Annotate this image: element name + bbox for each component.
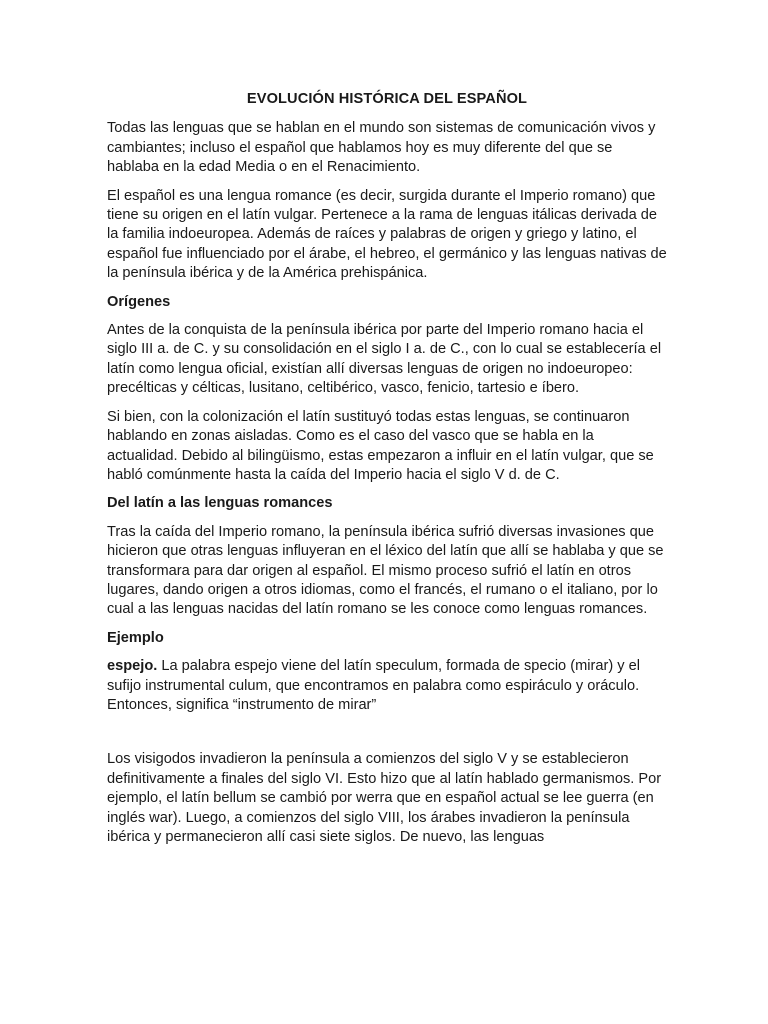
document-page	[107, 90, 667, 856]
origin-paragraph: El español es una lengua romance (es decir, surgida durante el Imperio romano) que tiene su origen en el latín vulgar. Pertenece a la rama de lenguas itálicas derivada de la familia indoeuropea. Además de raíces y palabras de origen y griego y latino, el español fue influenciado por el árabe, el hebreo, el germánico y las lenguas nativas de la península ibérica y de la América prehispánica.	[107, 187, 667, 282]
origenes-paragraph-1: Antes de la conquista de la península ibérica por parte del Imperio romano hacia el siglo III a. de C. y su consolidación en el siglo I a. de C., con lo cual se establecería el latín como lengua oficial, existían allí diversas lenguas de origen no indoeuropeo: precélticas y célticas, lusitano, celtibérico, vasco, fenicio, tartesio e íbero.	[107, 322, 662, 397]
origenes-paragraph-2: Si bien, con la colonización el latín sustituyó todas estas lenguas, se continuaron hablando en zonas aisladas. Como es el caso del vasco que se habla en la actualidad. Debido al bilingüismo, estas empezaron a influir en el latín vulgar, que se habló comúnmente hasta la caída del Imperio hacia el siglo V d. de C.	[107, 408, 654, 483]
heading-origenes: Orígenes	[107, 293, 171, 310]
document-title: EVOLUCIÓN HISTÓRICA DEL ESPAÑOL	[246, 91, 528, 107]
heading-ejemplo: Ejemplo	[107, 629, 164, 646]
visigodos-paragraph: Los visigodos invadieron la península a comienzos del siglo V y se establecieron definitivamente a finales del siglo VI. Esto hizo que al latín hablado germanismos. Por ejemplo, el latín bellum se cambió por werra que en español actual se lee guerra (en inglés war). Luego, a comienzos del siglo VIII, los árabes invadieron la península ibérica y permanecieron allí casi siete siglos. De nuevo, las lenguas	[107, 751, 662, 845]
heading-latin-romances: Del latín a las lenguas romances	[107, 495, 333, 512]
ejemplo-text: La palabra espejo viene del latín speculum, formada de specio (mirar) y el sufijo instrumental culum, que encontramos en palabra como espiráculo y oráculo. Entonces, significa “instrumento de mirar”	[107, 658, 640, 713]
ejemplo-term: espejo.	[107, 658, 158, 675]
blank-gap	[107, 724, 667, 750]
intro-paragraph: Todas las lenguas que se hablan en el mundo son sistemas de comunicación vivos y cambiantes; incluso el español que hablamos hoy es muy diferente del que se hablaba en la edad Media o en el Renacimiento.	[107, 120, 656, 176]
ejemplo-paragraph	[107, 657, 667, 715]
latin-romances-paragraph: Tras la caída del Imperio romano, la península ibérica sufrió diversas invasiones que hicieron que otras lenguas influyeran en el léxico del latín que allí se hablaba y que se transformara para dar origen al español. El mismo proceso sufrió el latín en otros lugares, dando origen a otros idiomas, como el francés, el rumano o el italiano, por lo cual a las lenguas nacidas del latín romano se les conoce como lenguas romances.	[107, 523, 664, 618]
